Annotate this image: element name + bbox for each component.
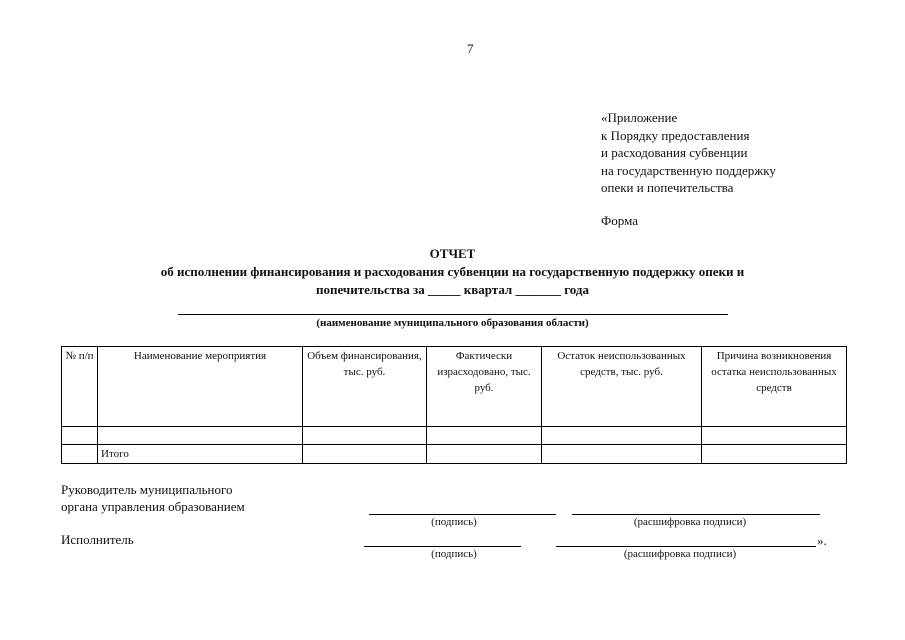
report-table	[61, 346, 847, 464]
appendix-line: опеки и попечительства	[601, 180, 734, 195]
head-signature-caption: (подпись)	[431, 516, 477, 528]
report-heading: ОТЧЕТ	[429, 246, 476, 261]
closing-quote-mark: ».	[817, 533, 827, 548]
table-header-row	[62, 347, 847, 427]
table-cell[interactable]	[303, 427, 427, 445]
org-name-caption: (наименование муниципального образования области)	[316, 317, 589, 329]
col-header-remainder: Остаток неиспользованных средств, тыс. руб.	[542, 347, 702, 427]
col-header-funding: Объем финансирования, тыс. руб.	[303, 347, 427, 427]
executor-signature-line	[364, 546, 521, 547]
form-label: Форма	[601, 213, 638, 228]
appendix-line: и расходования субвенции	[601, 145, 748, 160]
table-cell[interactable]	[542, 427, 702, 445]
report-title-line1: об исполнении финансирования и расходования субвенции на государственную поддержку опеки и	[160, 264, 745, 279]
col-header-activity: Наименование мероприятия	[98, 347, 303, 427]
table-total-row	[62, 445, 847, 464]
table-cell[interactable]	[702, 427, 847, 445]
head-label-line2: органа управления образованием	[61, 499, 245, 514]
appendix-line: на государственную поддержку	[601, 162, 776, 178]
head-decoding-caption: (расшифровка подписи)	[633, 516, 747, 528]
total-label: Итого	[98, 445, 303, 464]
executor-signature-caption: (подпись)	[431, 548, 477, 560]
head-label-line1: Руководитель муниципального	[61, 482, 233, 497]
head-decoding-line	[572, 514, 820, 515]
executor-label: Исполнитель	[61, 532, 134, 547]
col-header-number: № п/п	[62, 347, 98, 427]
col-header-spent: Фактически израсходовано, тыс. руб.	[427, 347, 542, 427]
executor-decoding-line	[556, 546, 816, 547]
table-cell[interactable]	[62, 445, 98, 464]
report-title-line2: попечительства за _____ квартал _______ года	[315, 282, 590, 297]
table-row	[62, 427, 847, 445]
executor-decoding-caption: (расшифровка подписи)	[623, 548, 737, 560]
table-cell[interactable]	[702, 445, 847, 464]
table-cell[interactable]	[427, 445, 542, 464]
table-cell[interactable]	[62, 427, 98, 445]
head-signature-line	[369, 514, 556, 515]
appendix-line: «Приложение	[601, 110, 678, 125]
table-cell[interactable]	[427, 427, 542, 445]
appendix-block	[601, 109, 776, 197]
col-header-reason: Причина возникновения остатка неиспользованных средств	[702, 347, 847, 427]
table-cell[interactable]	[98, 427, 303, 445]
appendix-line: к Порядку предоставления	[601, 127, 750, 143]
table-cell[interactable]	[303, 445, 427, 464]
table-cell[interactable]	[542, 445, 702, 464]
page-number: 7	[467, 41, 474, 56]
org-name-line	[178, 314, 728, 315]
